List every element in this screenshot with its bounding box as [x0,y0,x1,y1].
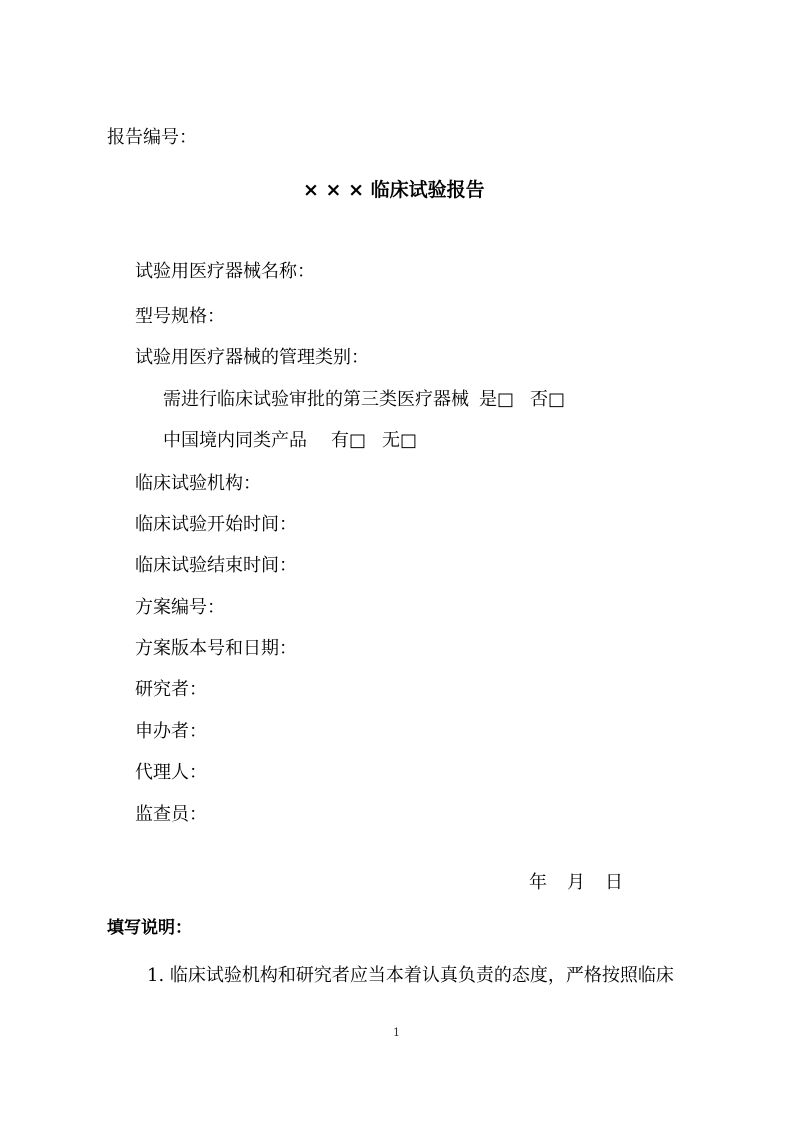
class3-question: 需进行临床试验审批的第三类医疗器械 [163,389,469,410]
instruction-item-1: 1. 临床试验机构和研究者应当本着认真负责的态度，严格按照临床 [147,965,674,986]
field-institution: 临床试验机构： [135,473,261,494]
field-monitor: 监查员： [135,804,207,825]
domestic-question-row [163,429,417,453]
page-number: 1 [393,1026,400,1039]
field-investigator: 研究者： [135,679,207,700]
field-management-category: 试验用医疗器械的管理类别： [135,347,369,368]
domestic-yes-checkbox[interactable]: 有□ [331,430,367,451]
field-start-time: 临床试验开始时间： [135,514,297,535]
field-protocol-number: 方案编号： [135,597,225,618]
domestic-question: 中国境内同类产品 [163,430,307,451]
class3-yes-checkbox[interactable]: 是□ [479,389,515,410]
instructions-heading: 填写说明： [107,918,192,938]
date-line [529,871,623,895]
field-device-name: 试验用医疗器械名称： [135,261,315,282]
date-day: 日 [605,872,623,893]
class3-question-row [163,388,565,412]
field-model-spec: 型号规格： [135,306,225,327]
report-number-label: 报告编号： [107,127,197,148]
field-sponsor: 申办者： [135,721,207,742]
page-title: × × × 临床试验报告 [303,179,485,201]
domestic-no-checkbox[interactable]: 无□ [382,430,418,451]
field-end-time: 临床试验结束时间： [135,555,297,576]
date-month: 月 [567,872,585,893]
field-agent: 代理人： [135,762,207,783]
class3-no-checkbox[interactable]: 否□ [530,389,566,410]
date-year: 年 [529,872,547,893]
field-protocol-version: 方案版本号和日期： [135,638,297,659]
